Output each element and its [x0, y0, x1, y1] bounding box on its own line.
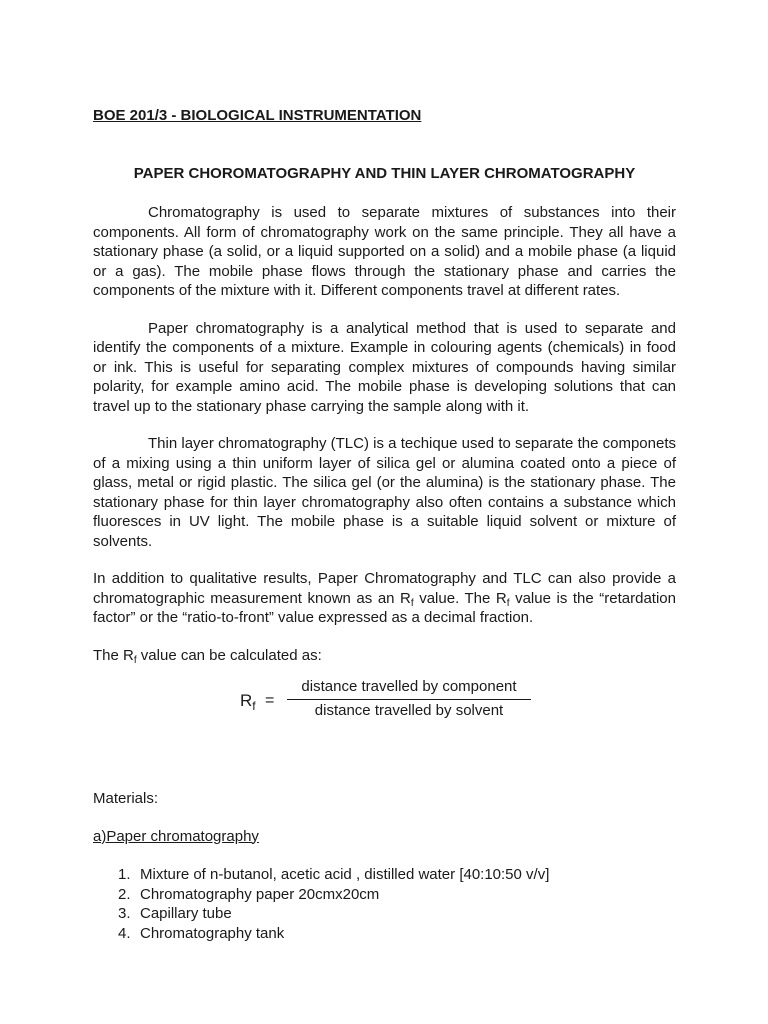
rf-subscript: f [133, 654, 137, 666]
document-page [93, 106, 676, 943]
paragraph-calc-text-2: value can be calculated as: [136, 646, 322, 664]
list-item-text: Capillary tube [140, 905, 232, 922]
list-item-text: Mixture of n-butanol, acetic acid , distilled water [40:10:50 v/v] [140, 866, 550, 883]
materials-list [93, 865, 676, 943]
document-title: PAPER CHOROMATOGRAPHY AND THIN LAYER CHROMATOGRAPHY [133, 164, 636, 182]
formula-equals: = [265, 692, 275, 709]
list-item [93, 885, 676, 905]
list-item-text: Chromatography paper 20cmx20cm [140, 885, 380, 903]
rf-formula [93, 678, 676, 731]
formula-lhs [240, 691, 256, 717]
materials-heading: Materials: [93, 790, 159, 807]
paragraph-chromatography-intro: Chromatography is used to separate mixtures of substances into their components. All form of chromatography work on the same principle. They all have a stationary phase (a solid, or a liquid supported on a solid) and a mobile phase (a liquid or a gas). The mobile phase flows through the stationary phase and carries the components of the mixture with it. Different components travel at different rates. [93, 204, 676, 299]
course-title: BOE 201/3 - BIOLOGICAL INSTRUMENTATION [93, 107, 422, 124]
paragraph-calc-text-1: The R [93, 646, 134, 664]
rf-subscript: f [506, 597, 510, 609]
paragraph-rf-text-2: value. The R [413, 589, 507, 607]
paragraph-rf-calculation [93, 646, 676, 666]
formula-lhs-symbol: R [240, 691, 253, 710]
formula-fraction [287, 677, 531, 720]
list-item-number: 3. [118, 905, 131, 922]
list-item-number: 2. [118, 885, 131, 903]
list-item-number: 4. [118, 924, 131, 942]
paragraph-rf-text-1: In addition to qualitative results, Paper Chromatography and TLC can also provide a chromatographic measurement known as an R [93, 570, 676, 607]
formula-numerator: distance travelled by component [287, 677, 531, 700]
paragraph-rf-text-3: value is the “retardation factor” or the “ratio-to-front” value expressed as a decimal fraction. [93, 589, 676, 626]
rf-subscript: f [410, 597, 414, 609]
list-item [93, 924, 676, 944]
list-item-number: 1. [118, 866, 131, 883]
section-paper-chromatography: a)Paper chromatography [93, 827, 259, 845]
list-item [93, 865, 676, 885]
paragraph-thin-layer-chromatography: Thin layer chromatography (TLC) is a techique used to separate the componets of a mixing using a thin uniform layer of silica gel or alumina coated onto a piece of glass, metal or rigid plastic. The silica gel (or the alumina) is the stationary phase. The stationary phase for thin layer chromatography also often contains a substance which fluoresces in UV light. The mobile phase is a suitable liquid solvent or mixture of solvents. [93, 435, 676, 550]
list-item [93, 904, 676, 924]
formula-denominator: distance travelled by solvent [314, 701, 504, 719]
paragraph-rf-value [93, 569, 676, 628]
list-item-text: Chromatography tank [140, 924, 285, 942]
paragraph-paper-chromatography: Paper chromatography is a analytical method that is used to separate and identify the components of a mixture. Example in colouring agents (chemicals) in food or ink. This is useful for separating complex mixtures of compounds having similar polarity, for example amino acid. The mobile phase is developing solutions that can travel up to the stationary phase carrying the sample along with it. [93, 319, 676, 415]
formula-lhs-subscript: f [252, 699, 256, 713]
